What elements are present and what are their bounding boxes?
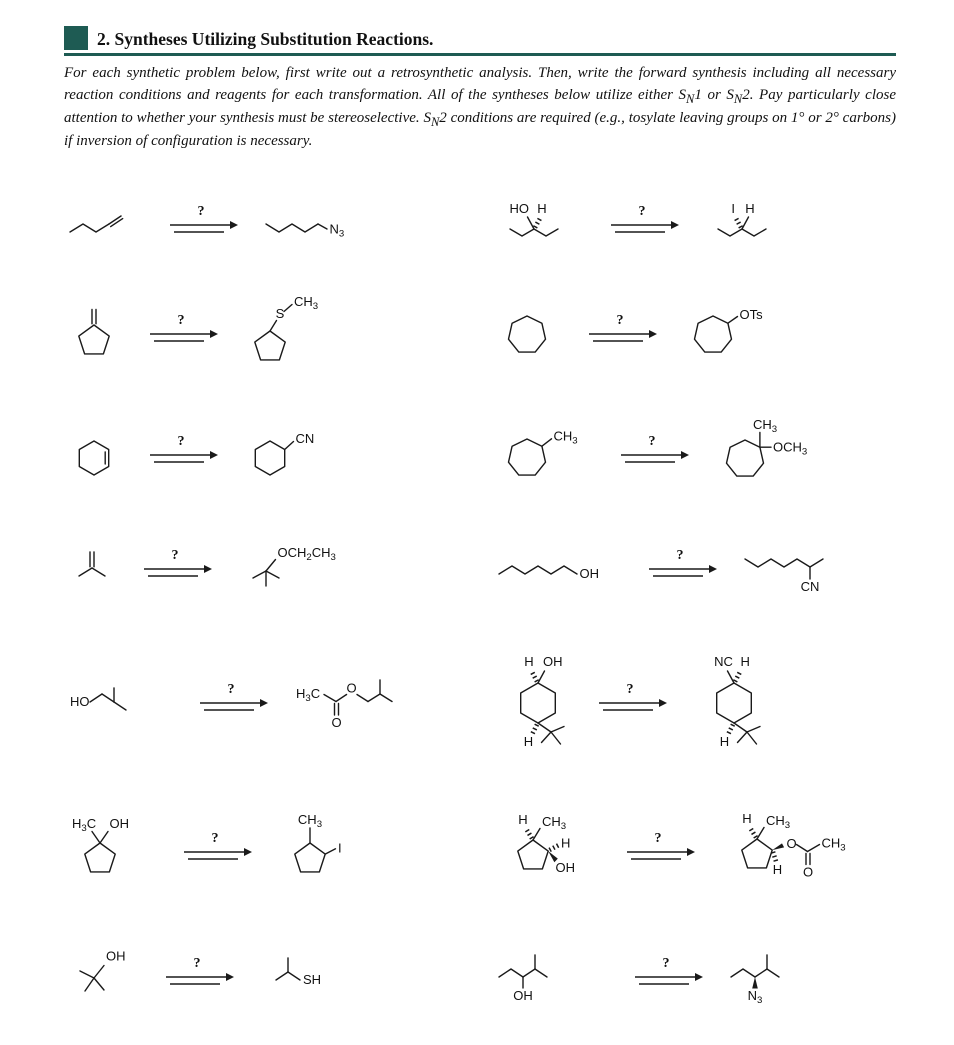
label-cn: CN	[800, 578, 820, 594]
structure-1-hexanol	[493, 546, 627, 586]
structure-cyclopentyl-methyl-sulfide	[240, 293, 334, 369]
label-carbonyl-o: O	[802, 864, 814, 880]
label-carbonyl-o: O	[331, 714, 342, 730]
structure-3-pentanol	[493, 199, 589, 245]
structure-tert-butylcyclohexanol	[493, 645, 577, 755]
skeleton	[499, 566, 577, 574]
skeleton	[731, 955, 779, 989]
reaction-hexanol-to-nitrile	[493, 535, 896, 597]
reaction-arrow	[194, 681, 274, 719]
reaction-tert-butanol-to-thiol	[64, 943, 467, 1005]
label-oh: OH	[513, 987, 533, 1003]
cyclopentane-ring	[295, 843, 325, 872]
structure-2-methylcyclopentyl-iodide	[274, 811, 372, 887]
structure-2-methylcyclopentyl-acetate	[717, 803, 859, 895]
reaction-methylenecyclopentane-to-sulfide	[64, 293, 467, 369]
skeleton	[90, 688, 126, 710]
label-i: I	[731, 200, 735, 216]
question-mark: ?	[676, 547, 684, 563]
cycloheptane-ring	[509, 439, 546, 475]
label-ch3: $CH_3$	[297, 811, 323, 830]
label-ch3: $CH_3$	[542, 813, 567, 832]
reaction-methylpentanol-to-azide	[493, 943, 896, 1005]
reaction-arrow	[178, 830, 258, 868]
hash-bond	[550, 845, 559, 850]
structure-methoxy-methylcycloheptane	[711, 417, 831, 487]
skeleton	[255, 441, 293, 475]
skeleton	[718, 217, 766, 236]
hash-bond	[750, 827, 756, 837]
label-nc: NC	[714, 653, 733, 669]
title-square	[64, 26, 88, 50]
wedge-bond	[752, 977, 758, 989]
skeleton	[255, 304, 292, 359]
structure-cycloheptyl-tosylate	[679, 302, 785, 360]
structure-cyclohexyl-nitrile	[240, 423, 336, 481]
cyclopentane-ring	[85, 843, 115, 872]
structure-cycloheptane	[493, 302, 567, 360]
label-h: H	[524, 653, 534, 669]
skeleton	[85, 831, 115, 871]
question-mark: ?	[177, 433, 185, 449]
label-ch3: $CH_3$	[766, 812, 791, 831]
question-mark: ?	[211, 830, 219, 846]
intro-paragraph: For each synthetic problem below, first write out a retrosynthetic analysis. Then, write the forward synthesis including all necessary reaction conditions and reagents for each transformation. All of the syntheses below utilize either $S_N1$ or $S_N2$. Pay particularly close attention to whether your synthesis must be stereoselective. $S_N2$ conditions are required (e.g., tosylate leaving groups on 1° or 2° carbons) if inversion of configuration is necessary.	[64, 65, 896, 149]
structure-methyl-nitrile-chain	[739, 535, 873, 597]
question-mark: ?	[648, 433, 656, 449]
label-h3c: $H_3C$	[72, 815, 97, 834]
structure-methylenecyclopentane	[64, 299, 128, 363]
label-ho: HO	[509, 200, 529, 216]
skeleton	[276, 958, 300, 980]
label-h: H	[745, 200, 755, 216]
reaction-arrow	[160, 955, 240, 993]
structure-isobutanol	[64, 674, 178, 726]
label-ch3: $CH_3$	[553, 428, 578, 447]
reaction-cyclohexene-to-nitrile	[64, 417, 467, 487]
reaction-arrow	[593, 681, 673, 719]
question-mark: ?	[177, 312, 185, 328]
double-bond	[111, 218, 123, 226]
reaction-arrow	[164, 203, 244, 241]
label-h: H	[742, 810, 752, 826]
label-oh: OH	[106, 948, 126, 964]
label-h: H	[740, 653, 750, 669]
skeleton	[79, 441, 108, 475]
question-mark: ?	[654, 830, 662, 846]
skeleton	[499, 955, 547, 988]
label-oh: OH	[579, 565, 599, 581]
reaction-arrow	[621, 830, 701, 868]
structure-tert-butylcyclohexyl-nitrile	[689, 645, 773, 755]
structure-2-methylcyclopentanol	[493, 804, 605, 894]
question-mark: ?	[626, 681, 634, 697]
hash-bond	[735, 671, 741, 682]
label-ch3: $CH_3$	[294, 293, 319, 312]
reaction-cycloheptane-to-tosylate	[493, 293, 896, 369]
cyclohexane-ring	[717, 683, 752, 723]
reaction-arrow	[643, 547, 723, 585]
structure-isobutyl-acetate	[290, 668, 452, 732]
hash-bond	[736, 217, 742, 227]
reaction-arrow	[138, 547, 218, 585]
question-mark: ?	[197, 203, 205, 219]
reaction-arrow	[583, 312, 663, 350]
question-mark: ?	[227, 681, 235, 697]
label-h: H	[772, 861, 783, 877]
label-h: H	[561, 835, 571, 851]
label-ch3: $CH_3$	[821, 835, 846, 854]
label-oh: OH	[109, 815, 129, 831]
cyclopentane-ring	[518, 840, 548, 869]
structure-isobutylene	[64, 541, 122, 591]
reaction-arrow	[629, 955, 709, 993]
skeleton	[266, 224, 327, 232]
label-i: I	[338, 840, 342, 856]
skeleton	[70, 216, 123, 232]
reaction-pentene-to-pentyl-azide	[64, 199, 467, 245]
skeleton	[79, 552, 105, 576]
label-oh: OH	[543, 653, 563, 669]
skeleton	[745, 559, 823, 579]
structure-tert-butyl-ethyl-ether	[234, 537, 364, 595]
structure-3-azido-2-methylpentane	[725, 943, 845, 1005]
section-title: 2. Syntheses Utilizing Substitution Reactions.	[97, 29, 434, 49]
label-oh: OH	[555, 859, 575, 875]
structure-1-pentene	[64, 201, 148, 243]
skeleton	[79, 309, 109, 353]
structure-1-methylcyclopentanol	[64, 811, 162, 887]
skeleton	[695, 316, 738, 352]
skeleton	[727, 432, 772, 476]
label-n3: $N_3$	[747, 987, 763, 1006]
skeleton	[324, 680, 392, 715]
cycloheptane-ring	[727, 440, 764, 476]
skeleton	[518, 828, 559, 868]
section-header	[64, 26, 896, 153]
cyclopentane-ring	[255, 331, 285, 360]
label-ch3: $CH_3$	[753, 416, 778, 435]
question-mark: ?	[662, 955, 670, 971]
question-mark: ?	[616, 312, 624, 328]
label-ester-o: O	[786, 835, 797, 851]
skeleton	[253, 559, 279, 586]
structure-2-methyl-3-pentanol	[493, 943, 613, 1005]
skeleton	[80, 965, 104, 991]
label-h: H	[719, 733, 730, 749]
label-s: S	[275, 305, 285, 321]
question-mark: ?	[193, 955, 201, 971]
structure-tert-butanol	[64, 945, 144, 1003]
title-row	[64, 26, 896, 56]
label-h: H	[523, 733, 534, 749]
structure-isobutyl-thiol	[256, 948, 356, 1000]
label-sh: SH	[303, 971, 322, 987]
hash-bond	[526, 828, 532, 838]
label-ester-o: O	[346, 680, 357, 696]
skeleton	[295, 828, 336, 872]
reaction-arrow	[144, 312, 224, 350]
structure-methylcycloheptane	[493, 422, 599, 482]
structure-3-iodopentane	[701, 199, 797, 245]
reaction-isobutylene-to-tert-butyl-ethyl-ether	[64, 535, 467, 597]
structure-cyclohexene	[64, 423, 128, 481]
reaction-tert-butylcyclohexanol-to-nitrile	[493, 645, 896, 755]
cyclohexane-ring	[521, 683, 556, 723]
label-h3c: $H_3C$	[296, 685, 321, 704]
cyclopentane-ring	[742, 839, 772, 868]
reaction-methylcycloheptane-to-methyl-ether	[493, 417, 896, 487]
hash-bond	[532, 671, 538, 682]
label-ho: HO	[70, 693, 90, 709]
reaction-isobutanol-to-acetate-ester	[64, 645, 467, 755]
skeleton	[509, 439, 552, 475]
reactions-grid	[64, 199, 896, 1005]
question-mark: ?	[171, 547, 179, 563]
reaction-pentanol-to-iodopentane	[493, 199, 896, 245]
question-mark: ?	[638, 203, 646, 219]
wedge-bond	[772, 843, 784, 850]
reaction-methylcyclopentanol-to-iodide	[64, 803, 467, 895]
cycloheptane-ring	[695, 316, 732, 352]
reaction-arrow	[615, 433, 695, 471]
reaction-arrow	[144, 433, 224, 471]
label-ots: OTs	[739, 306, 763, 322]
cyclopentane-ring	[79, 325, 109, 354]
structure-pentyl-azide	[260, 201, 370, 243]
cyclohexane-ring	[255, 441, 284, 475]
label-cn: CN	[295, 430, 315, 446]
label-h: H	[518, 811, 528, 827]
skeleton	[510, 217, 558, 236]
cyclohexene-ring	[79, 441, 108, 475]
hash-bond	[535, 217, 541, 227]
label-n3: $N_3$	[329, 221, 345, 240]
label-h: H	[537, 200, 547, 216]
label-och3: $OCH_3$	[773, 439, 808, 458]
label-och2ch3: $OCH_2CH_3$	[277, 544, 336, 563]
double-bond	[109, 216, 121, 224]
reaction-arrow	[605, 203, 685, 241]
reaction-methylcyclopentanol-to-acetate	[493, 803, 896, 895]
cycloheptane-ring	[509, 316, 546, 352]
